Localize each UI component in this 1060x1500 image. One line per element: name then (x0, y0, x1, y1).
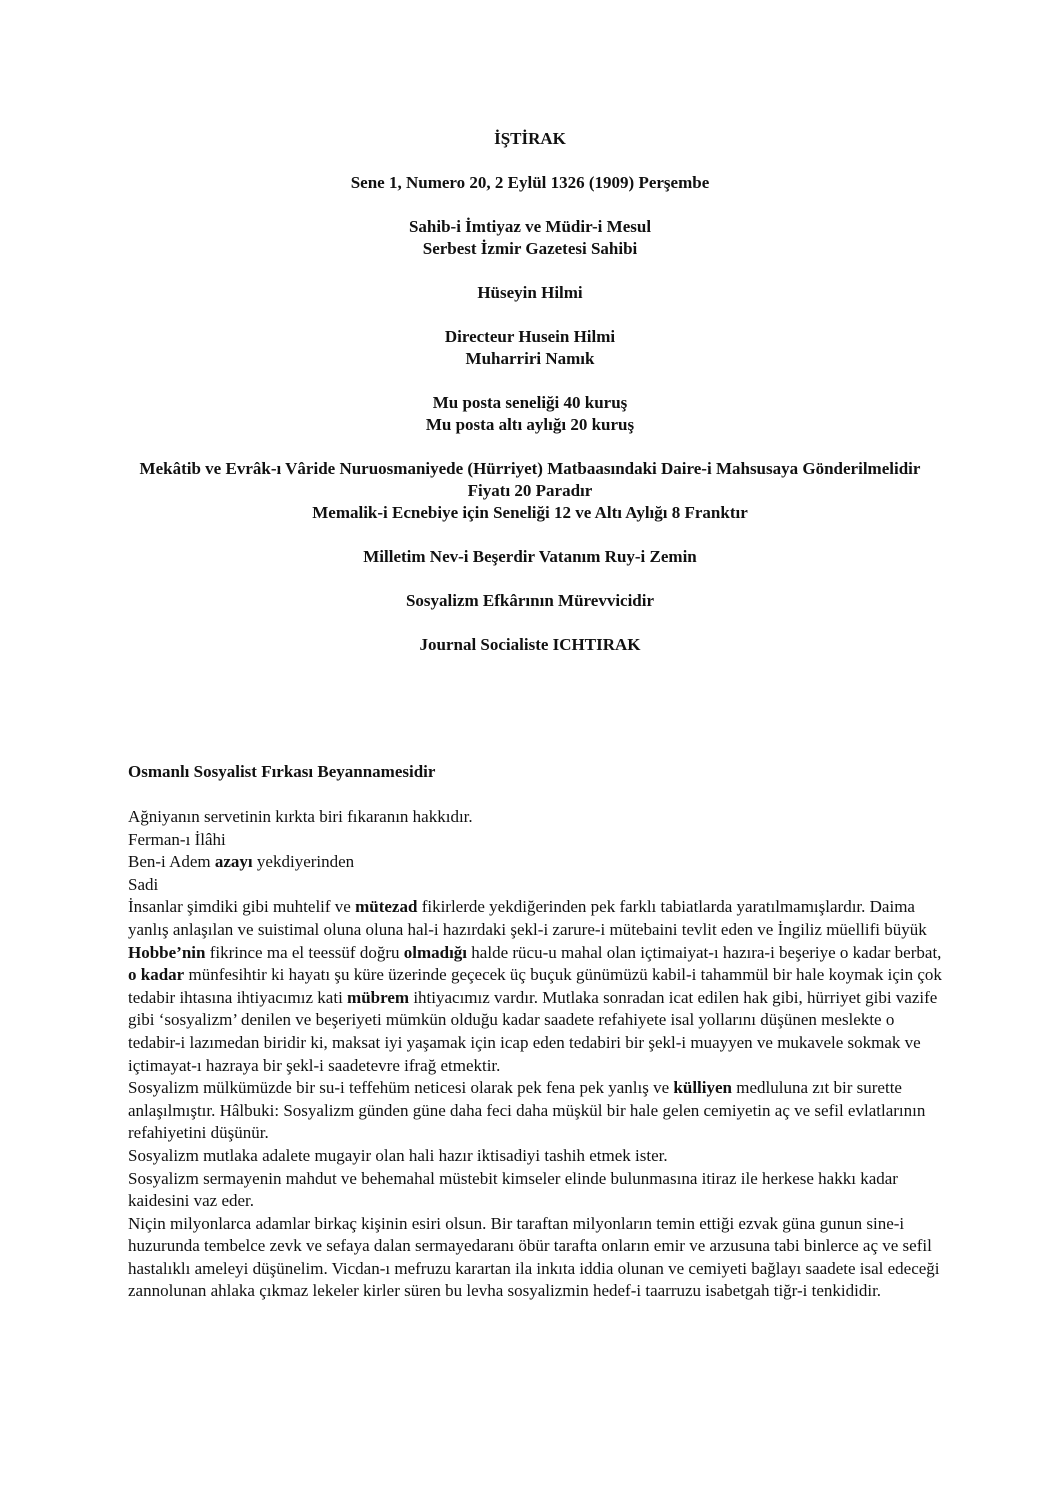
owner-subtitle: Serbest İzmir Gazetesi Sahibi (422, 239, 638, 258)
bold-term: mübrem (347, 987, 410, 1007)
tagline: Sosyalizm Efkârının Mürevvicidir (405, 591, 655, 610)
text-run: münfesihtir ki hayatı şu küre üzerinde geçecek üç buçuk günümüzü kabil-i tahammül bir hale koymak için çok tedabir ihtasına ihtiyacımız kati (128, 965, 942, 1007)
epigraph-1: Ağniyanın servetinin kırkta biri fıkaranın hakkıdır. (128, 807, 473, 826)
epigraph-2-pre: Ben-i Adem (128, 852, 215, 872)
paragraph-4: Sosyalizm sermayenin mahdut ve behemahal müstebit kimseler elinde bulunmasına itiraz ile herkese hakkı kadar kaidesini vaz eder. (128, 1168, 898, 1211)
bold-term: olmadığı (403, 942, 468, 962)
bold-term: mütezad (355, 897, 418, 917)
paragraph-2 (128, 1077, 948, 1145)
owner-name: Hüseyin Hilmi (477, 283, 583, 302)
newspaper-title: İŞTİRAK (494, 129, 566, 148)
epigraph-2-post: yekdiyerinden (252, 852, 355, 872)
text-run: halde rücu-u mahal olan içtimaiyat-ı hazıra-i beşeriye o kadar berbat, (467, 942, 942, 962)
text-run: fikirlerde yekdiğerinden pek farklı tabiatlarda yaratılmamışlardır. Daima yanlış anlaşılan ve suistimal oluna oluna hal-i hazırdaki şekl-i zarure-i mütebaini tevlit eden ve İngiliz müellifi büyük (128, 897, 927, 939)
subscription-six-month: Mu posta altı aylığı 20 kuruş (425, 415, 635, 434)
director-line: Directeur Husein Hilmi (444, 327, 616, 346)
text-run: Sosyalizm mülkümüzde bir su-i teffehüm neticesi olarak pek fena pek yanlış ve (128, 1078, 674, 1098)
owner-title: Sahib-i İmtiyaz ve Müdir-i Mesul (408, 217, 652, 236)
epigraph-2-source: Sadi (128, 874, 159, 894)
bold-term: külliyen (673, 1078, 733, 1098)
subscription-yearly: Mu posta seneliği 40 kuruş (432, 393, 628, 412)
paragraph-1 (128, 896, 948, 1077)
foreign-price-line: Memalik-i Ecnebiye için Seneliği 12 ve Altı Aylığı 8 Franktır (312, 503, 748, 522)
epigraph-1-source: Ferman-ı İlâhi (128, 829, 226, 849)
address-line: Mekâtib ve Evrâk-ı Vâride Nuruosmaniyede (Hürriyet) Matbaasındaki Daire-i Mahsusaya Gönderilmelidir (139, 459, 921, 478)
paragraph-3: Sosyalizm mutlaka adalete mugayir olan hali hazır iktisadiyi tashih etmek ister. (128, 1145, 668, 1165)
text-run: ihtiyacımız vardır. Mutlaka sonradan icat edilen hak gibi, hürriyet gibi vazife gibi ‘sosyalizm’ denilen ve beşeriyeti mümkün olduğu kadar saadete refahiyete isal yollarını düşünen meslekte o tedabir-i lazımedan biridir ki, maksat iyi yaşamak için icap eden tedabiri bir şekl-i muayyen ve mukavele sokmak ve içtimayat-ı hazraya bir şekl-i saadetevre ifrağ etmektir. (128, 987, 938, 1075)
masthead (0, 128, 1060, 678)
text-run: İnsanlar şimdiki gibi muhtelif ve (128, 897, 356, 917)
epigraph-2-bold: azayı (214, 852, 253, 872)
motto: Milletim Nev-i Beşerdir Vatanım Ruy-i Zemin (363, 547, 697, 566)
bold-term: Hobbe’nin (128, 942, 206, 962)
text-run: fikrince ma el teessüf doğru (205, 942, 404, 962)
paragraph-5: Niçin milyonlarca adamlar birkaç kişinin esiri olsun. Bir taraftan milyonların temin ettiği ezvak güna gunun sine-i huzurunda tembelce zevk ve sefaya dalan sermayedaranı öbür tarafta onların emir ve arzusuna tabi binlerce aç ve sefil hastalıklı ameleyi düşünelim. Vicdan-ı mefruzu karartan ila inkıta iddia olunan ve cemiyeti bağlayı saadete isal edeceği zannolunan ahlaka çıkmaz lekeler kirler süren bu levha sosyalizmin hedef-i taarruzu isabetgah tiğr-i tenkididir. (128, 1213, 940, 1301)
text-run: medluluna zıt bir surette anlaşılmıştır. Hâlbuki: Sosyalizm günden güne daha feci daha müşkül bir hale gelen cemiyetin aç ve sefil evlatlarının refahiyetini düşünür. (128, 1078, 926, 1143)
article-body (128, 806, 948, 1303)
issue-line: Sene 1, Numero 20, 2 Eylül 1326 (1909) Perşembe (350, 173, 710, 192)
journal-name: Journal Socialiste ICHTIRAK (419, 635, 641, 654)
epigraph-2 (128, 851, 948, 874)
bold-term: o kadar (128, 965, 185, 985)
editor-line: Muharriri Namık (465, 349, 595, 368)
article-title: Osmanlı Sosyalist Fırkası Beyannamesidir (128, 762, 436, 781)
price-line: Fiyatı 20 Paradır (467, 481, 593, 500)
